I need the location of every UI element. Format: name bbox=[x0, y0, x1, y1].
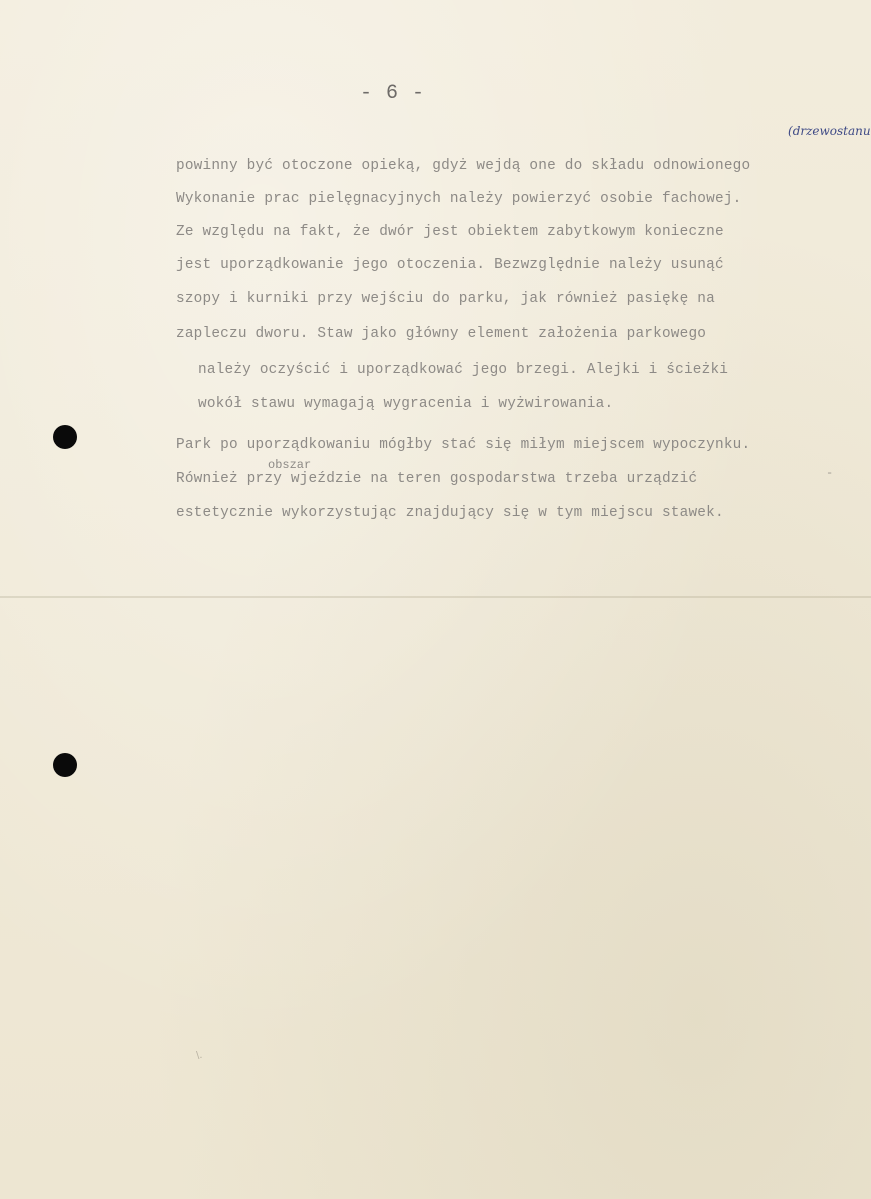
handwritten-note: ( drzewostanu bbox=[788, 124, 871, 138]
text-line-8: wokół stawu wymagają wygracenia i wyżwirowania. bbox=[198, 396, 614, 412]
text-line-2: Wykonanie prac pielęgnacyjnych należy powierzyć osobie fachowej. bbox=[176, 191, 742, 207]
text-line-5: szopy i kurniki przy wejściu do parku, jak również pasiękę na bbox=[176, 291, 715, 307]
typed-insertion: obszar bbox=[268, 458, 312, 472]
text-line-7: należy oczyścić i uporządkować jego brzegi. Alejki i ścieżki bbox=[198, 362, 729, 378]
margin-mark: - bbox=[826, 466, 834, 480]
text-line-4: jest uporządkowanie jego otoczenia. Bezwzględnie należy usunąć bbox=[176, 257, 724, 273]
page-fold bbox=[0, 596, 871, 598]
page-number: - 6 - bbox=[360, 82, 426, 105]
text-line-11: estetycznie wykorzystując znajdujący się w tym miejscu stawek. bbox=[176, 505, 724, 521]
punch-hole-bottom bbox=[53, 753, 77, 777]
smudge-mark: \. bbox=[196, 1050, 203, 1061]
text-line-1: powinny być otoczone opieką, gdyż wejdą one do składu odnowionego bbox=[176, 158, 751, 174]
text-line-10: Również przy wjeździe na teren gospodarstwa trzeba urządzić bbox=[176, 471, 698, 487]
punch-hole-top bbox=[53, 425, 77, 449]
text-line-3: Ze względu na fakt, że dwór jest obiektem zabytkowym konieczne bbox=[176, 224, 724, 240]
text-line-9: Park po uporządkowaniu mógłby stać się miłym miejscem wypoczynku. bbox=[176, 437, 751, 453]
text-line-6: zapleczu dworu. Staw jako główny element założenia parkowego bbox=[176, 326, 707, 342]
